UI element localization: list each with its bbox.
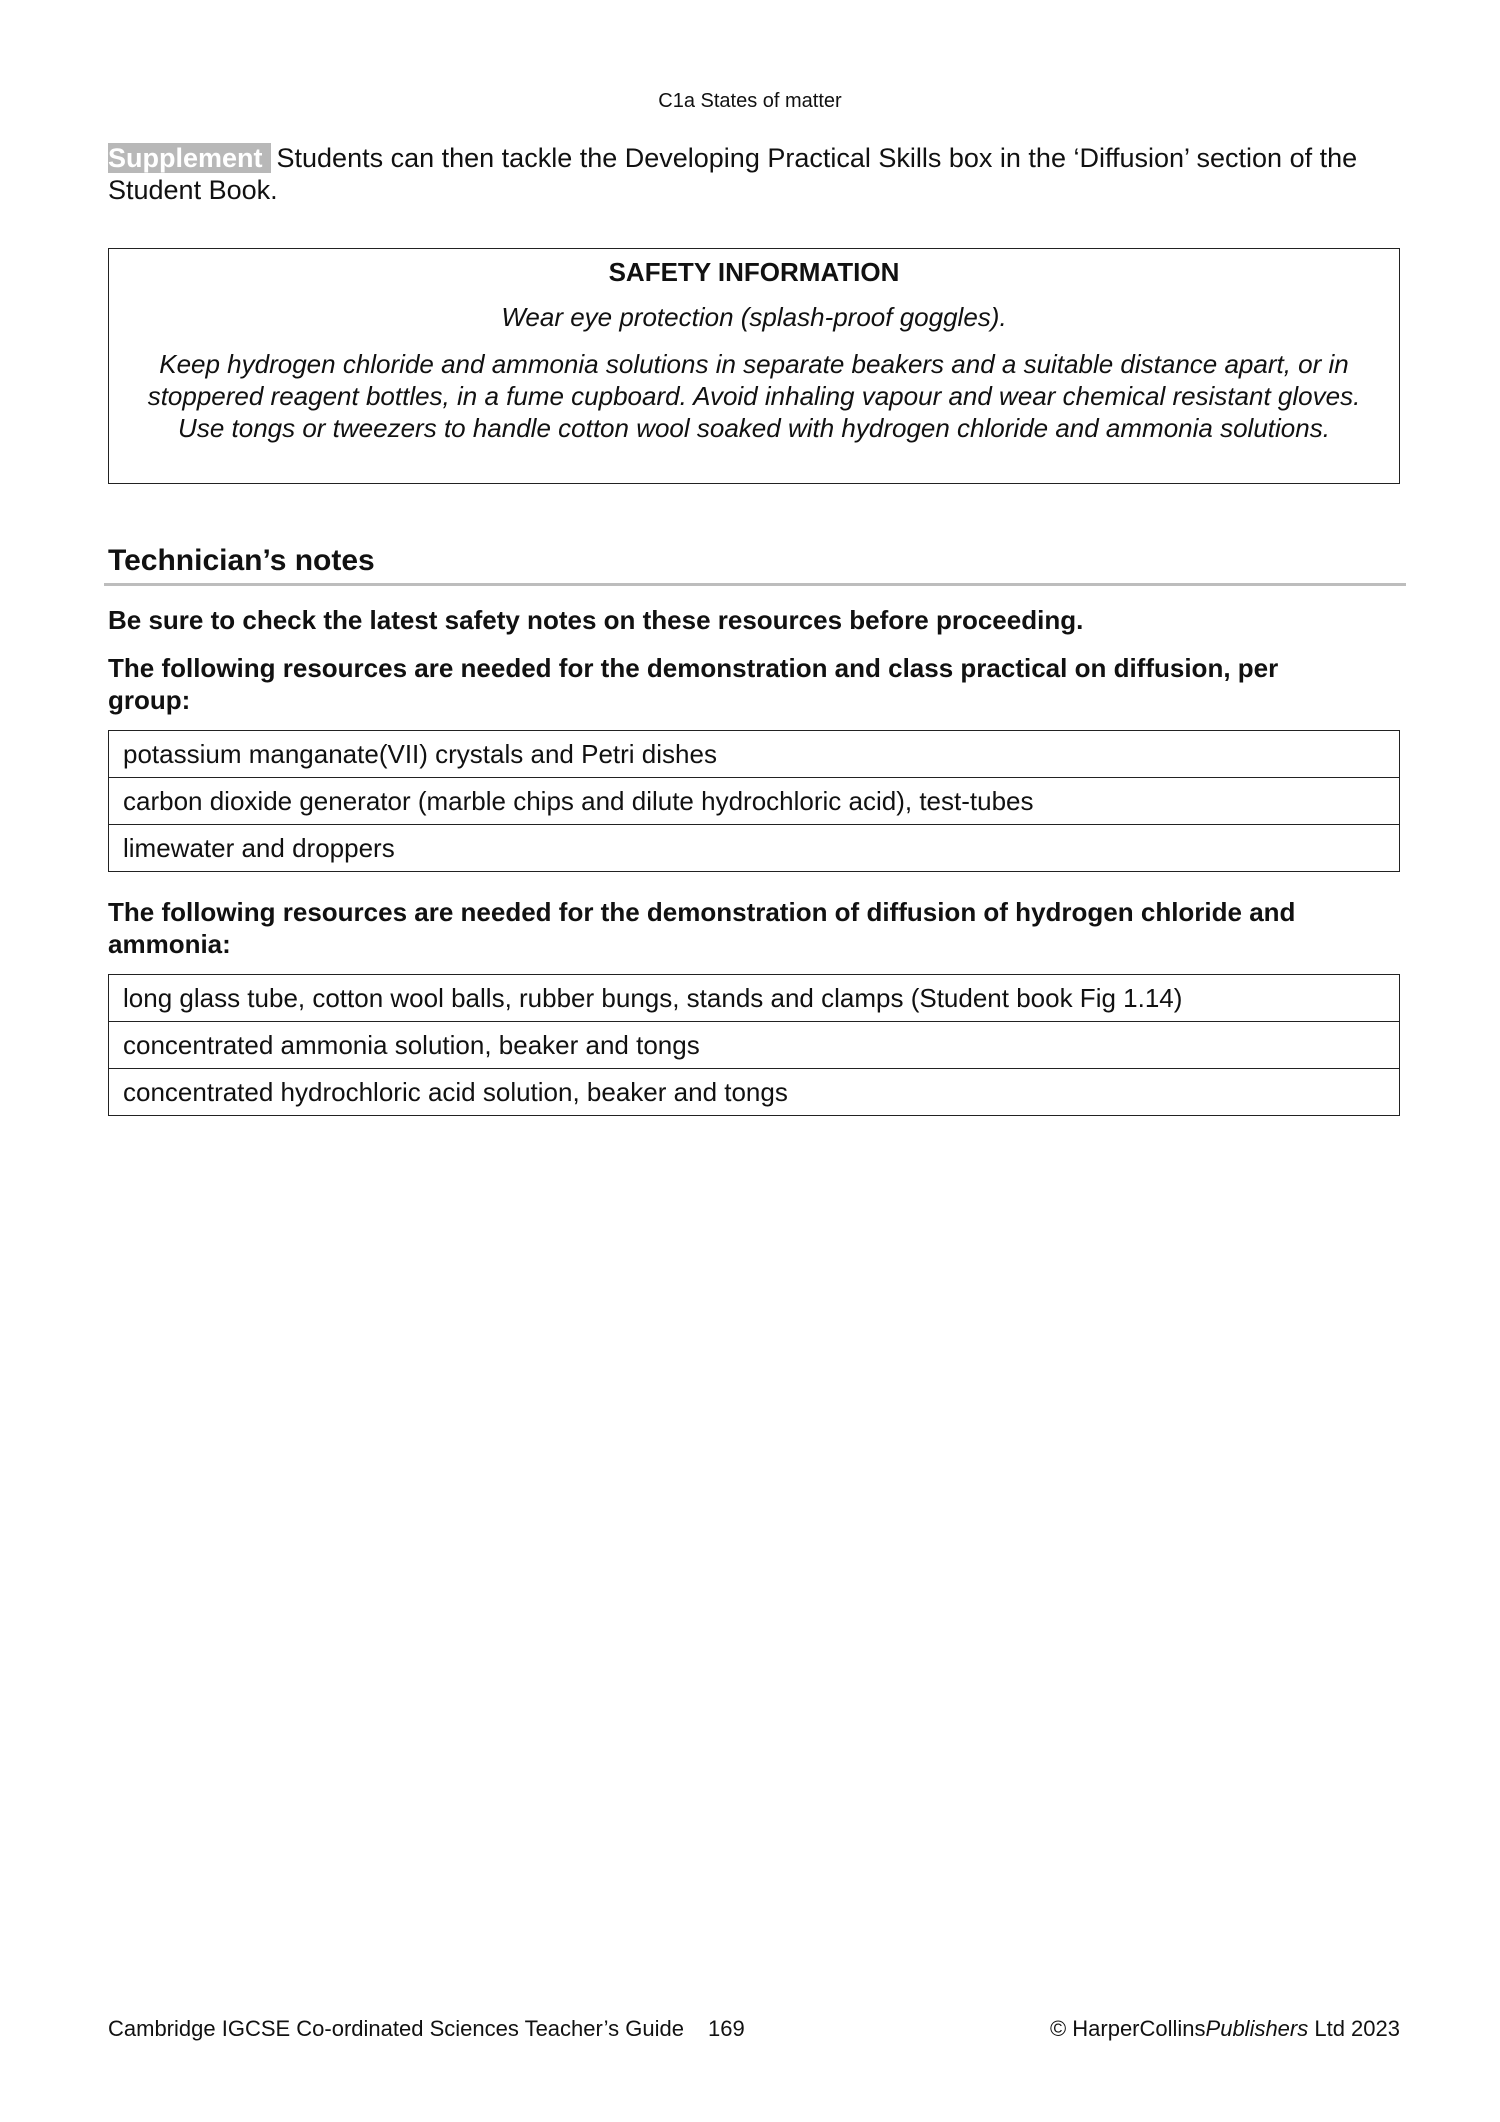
section-divider <box>104 583 1406 586</box>
copyright-suffix: Ltd 2023 <box>1308 2016 1400 2041</box>
running-header: C1a States of matter <box>658 90 842 112</box>
safety-check-note: Be sure to check the latest safety notes on these resources before proceeding. <box>108 605 1084 635</box>
table-row <box>109 1022 1400 1069</box>
safety-handling-instructions: Keep hydrogen chloride and ammonia solutions in separate beakers and a suitable distance apart, or in stoppered reagent bottles, in a fume cupboard. Avoid inhaling vapour and wear chemical resistant gloves. Use tongs or tweezers to handle cotton wool soaked with hydrogen chloride and ammonia solutions. <box>147 349 1361 443</box>
resource-cell: potassium manganate(VII) crystals and Petri dishes <box>109 731 1400 778</box>
supplement-text: Students can then tackle the Developing Practical Skills box in the ‘Diffusion’ section of the Student Book. <box>108 143 1358 205</box>
resources-table-diffusion <box>108 730 1400 872</box>
copyright-prefix: © HarperCollins <box>1049 2016 1206 2041</box>
table-row <box>109 1069 1400 1116</box>
resource-cell: concentrated ammonia solution, beaker and tongs <box>109 1022 1400 1069</box>
resource-cell: long glass tube, cotton wool balls, rubber bungs, stands and clamps (Student book Fig 1.14) <box>109 975 1400 1022</box>
table-row <box>109 975 1400 1022</box>
supplement-badge: Supplement <box>108 143 271 173</box>
footer-title-text: Cambridge IGCSE Co-ordinated Sciences Teacher’s Guide <box>108 2016 684 2041</box>
table-row <box>109 731 1400 778</box>
supplement-paragraph <box>108 142 1408 206</box>
resources-intro-diffusion: The following resources are needed for the demonstration and class practical on diffusion, per group: <box>108 653 1279 715</box>
resources-table-hcl-ammonia <box>108 974 1400 1116</box>
resource-cell: concentrated hydrochloric acid solution, beaker and tongs <box>109 1069 1400 1116</box>
footer-copyright <box>1050 2016 1400 2042</box>
resource-cell: carbon dioxide generator (marble chips and dilute hydrochloric acid), test-tubes <box>109 778 1400 825</box>
resources-intro-hcl-ammonia: The following resources are needed for the demonstration of diffusion of hydrogen chloride and ammonia: <box>108 897 1296 959</box>
safety-information-box <box>108 248 1400 484</box>
technicians-notes-heading: Technician’s notes <box>108 544 375 577</box>
table-row <box>109 778 1400 825</box>
footer-book-title <box>108 2016 745 2042</box>
safety-title: SAFETY INFORMATION <box>608 257 900 287</box>
safety-eye-protection: Wear eye protection (splash-proof goggles). <box>501 302 1007 332</box>
copyright-publishers: Publishers <box>1205 2016 1309 2041</box>
resource-cell: limewater and droppers <box>109 825 1400 872</box>
table-row <box>109 825 1400 872</box>
page-number: 169 <box>707 2016 745 2041</box>
